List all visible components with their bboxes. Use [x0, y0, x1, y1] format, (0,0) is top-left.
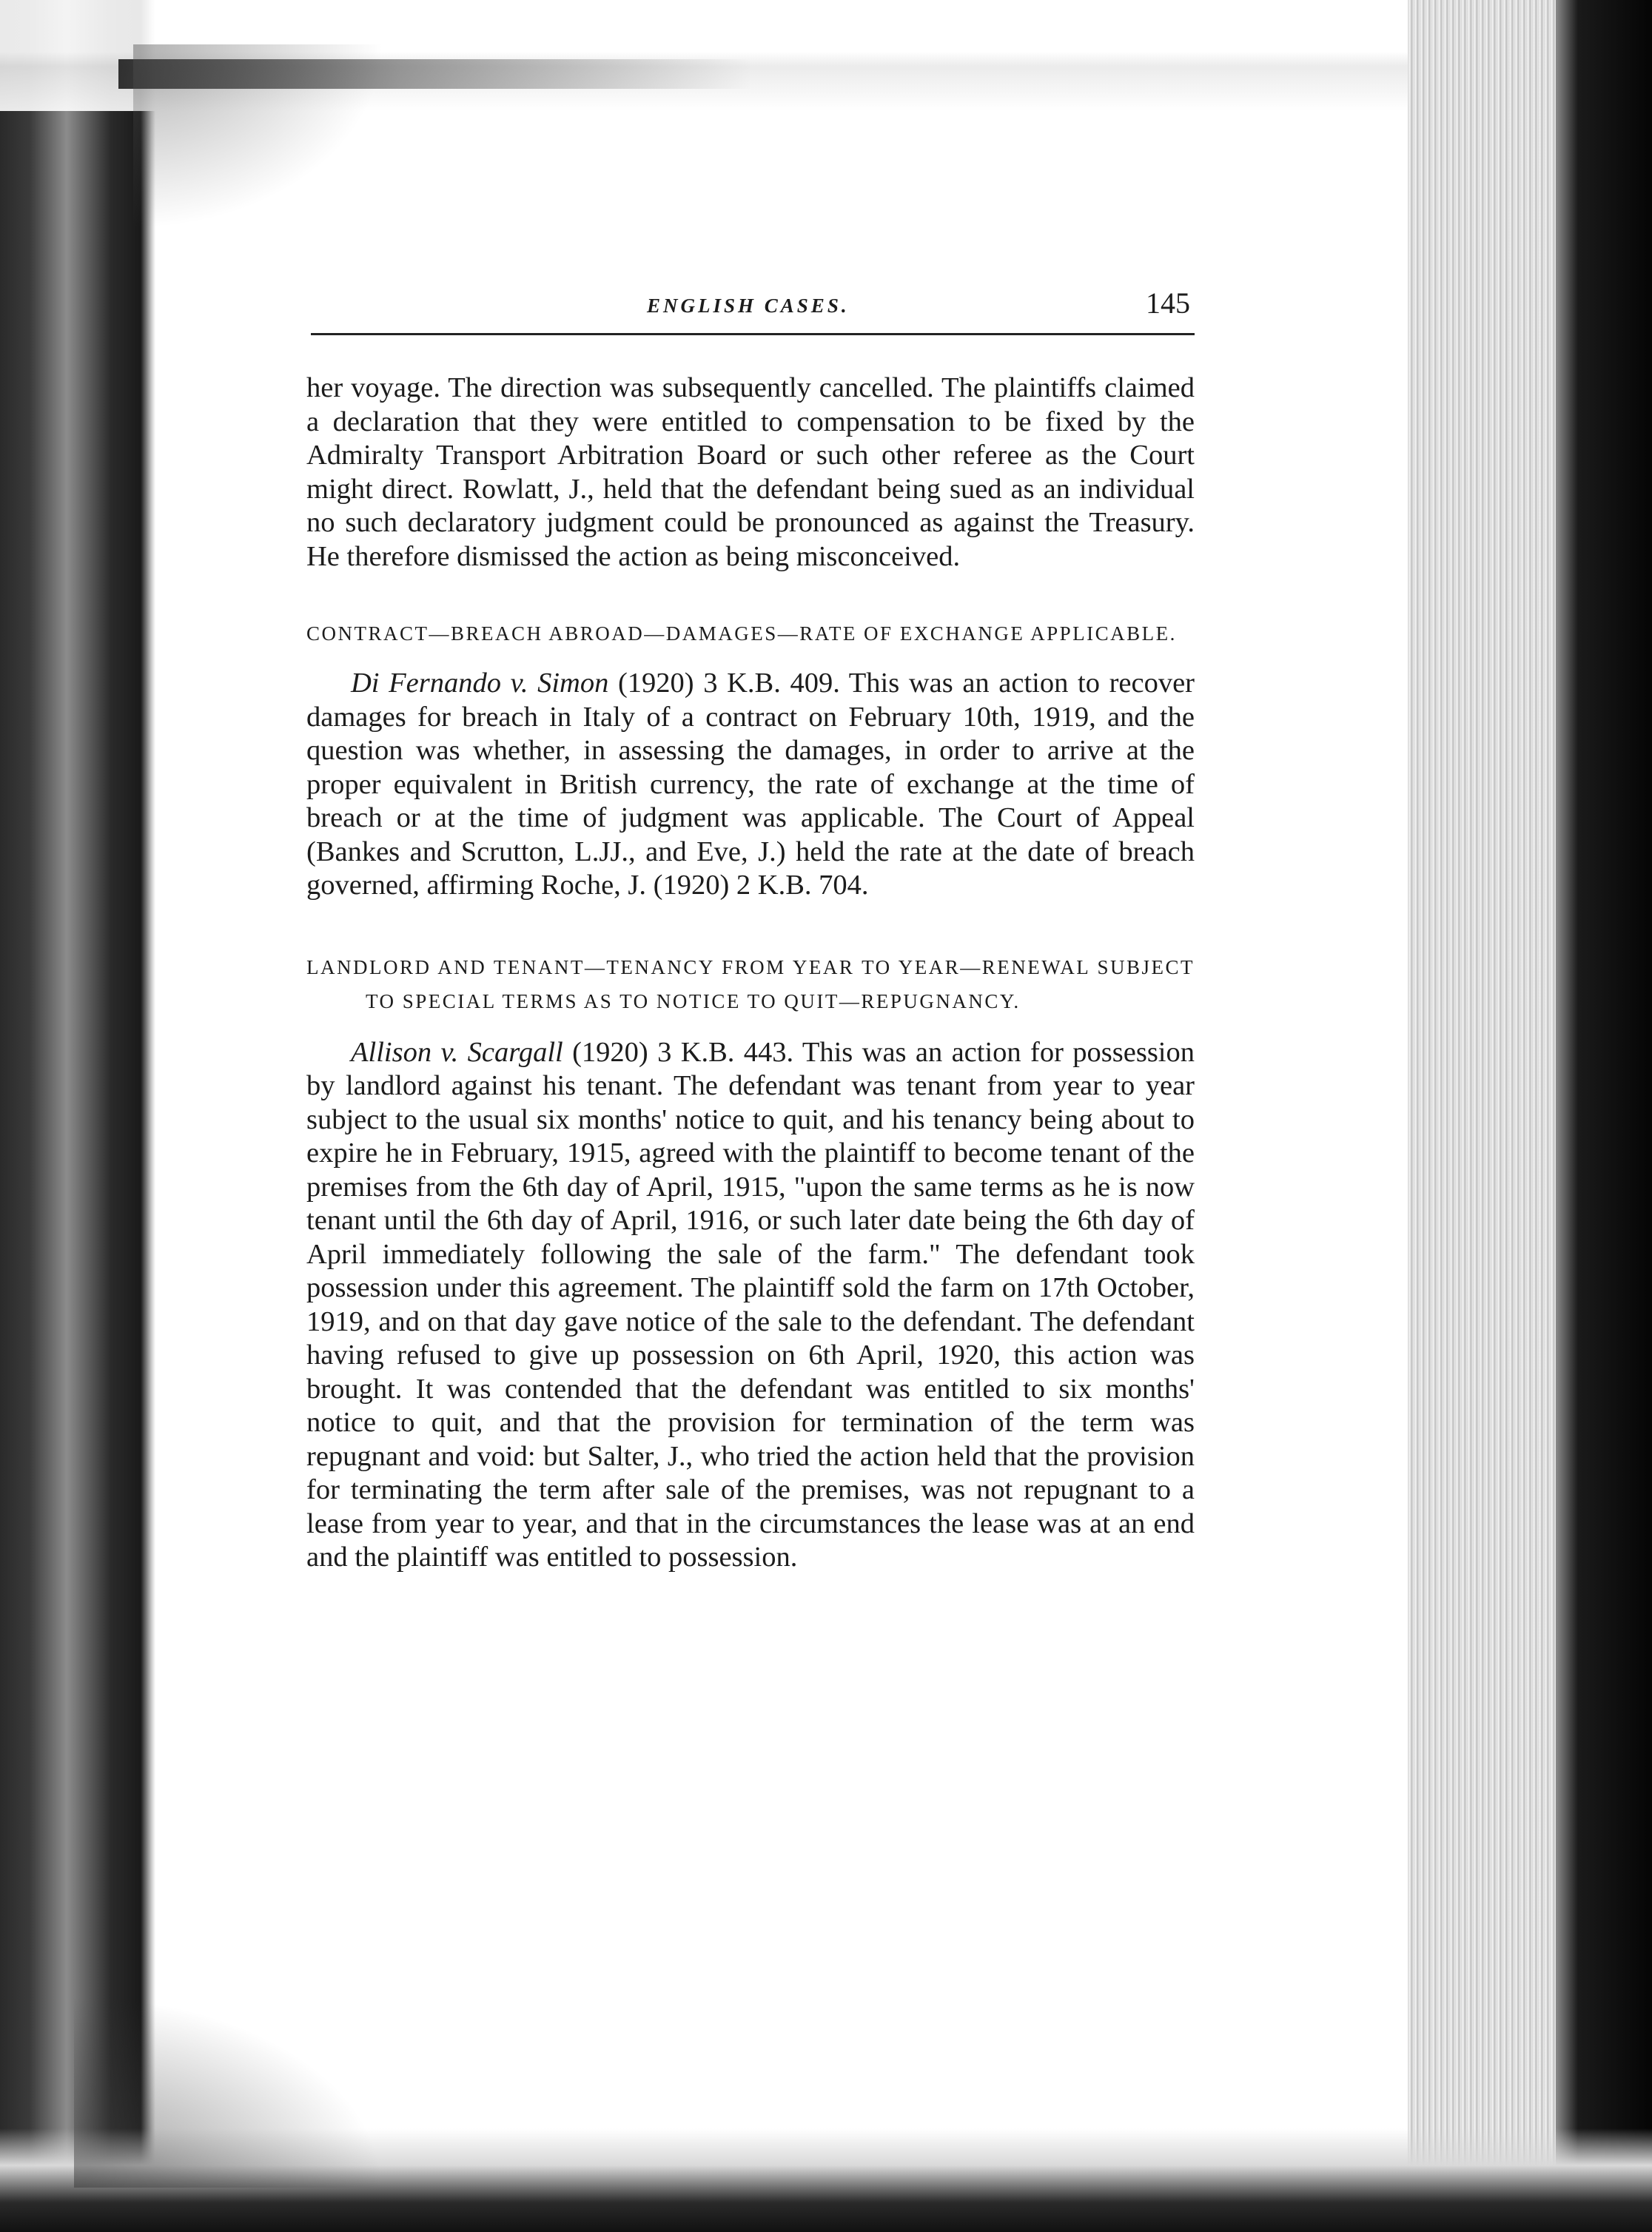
case-paragraph-di-fernando [306, 667, 1195, 903]
book-page [306, 281, 1195, 1603]
scan-bottom-left-blur [74, 1995, 385, 2188]
intro-paragraph: her voyage. The direction was subsequently cancelled. The plaintiffs claimed a declaration that they were entitled to compensation to be fixed by the Admiralty Transport Arbitration Board or such other referee as the Court might direct. Rowlatt, J., held that the defendant being sued as an individual no such declaratory judgment could be pronounced as against the Treasury. He therefore dismissed the action as being misconceived. [306, 372, 1195, 572]
running-head [306, 281, 1195, 333]
case-name: Di Fernando v. Simon [351, 668, 609, 699]
scan-right-dark-edge [1556, 0, 1652, 2232]
header-rule [311, 333, 1195, 335]
section-heading-contract: CONTRACT—BREACH ABROAD—DAMAGES—RATE OF EXCHANGE APPLICABLE. [306, 622, 1177, 645]
running-title: ENGLISH CASES. [647, 295, 850, 317]
section-heading-landlord-tenant: LANDLORD AND TENANT—TENANCY FROM YEAR TO YEAR—RENEWAL SUBJECT TO SPECIAL TERMS AS TO NOTICE TO QUIT—REPUGNANCY. [306, 955, 1195, 1012]
case-paragraph-allison [306, 1036, 1195, 1575]
scan-top-left-blur [133, 44, 385, 229]
case-name: Allison v. Scargall [351, 1036, 563, 1068]
page-number: 145 [1146, 286, 1190, 320]
case-body: (1920) 3 K.B. 409. This was an action to recover damages for breach in Italy of a contract on February 10th, 1919, and the question was whether, in assessing the damages, in order to arrive at the proper equivalent in British currency, the rate of exchange at the time of breach or at the time of judgment was applicable. The Court of Appeal (Bankes and Scrutton, L.JJ., and Eve, J.) held the rate at the date of breach governed, affirming Roche, J. (1920) 2 K.B. 704. [306, 668, 1195, 901]
case-body: (1920) 3 K.B. 443. This was an action for possession by landlord against his tenant. The defendant was tenant from year to year subject to the usual six months' notice to quit, and his tenancy being about to expire he in February, 1915, agreed with the plaintiff to become tenant of the premises from the 6th day of April, 1915, "upon the same terms as he is now tenant until the 6th day of April, 1916, or such later date being the 6th day of April immediately following the sale of the farm." The defendant took possession under this agreement. The plaintiff sold the farm on 17th October, 1919, and on that day gave notice of the sale to the defendant. The defendant having refused to give up possession on 6th April, 1920, this action was brought. It was contended that the defendant was entitled to six months' notice to quit, and that the provision for termination of the term was repugnant and void: but Salter, J., who tried the action held that the provision for terminating the term after sale of the premises, was not repugnant to a lease from year to year, and that in the circumstances the lease was at an end and the plaintiff was entitled to possession. [306, 1036, 1195, 1573]
scan-left-binding-shadow [0, 0, 155, 2232]
